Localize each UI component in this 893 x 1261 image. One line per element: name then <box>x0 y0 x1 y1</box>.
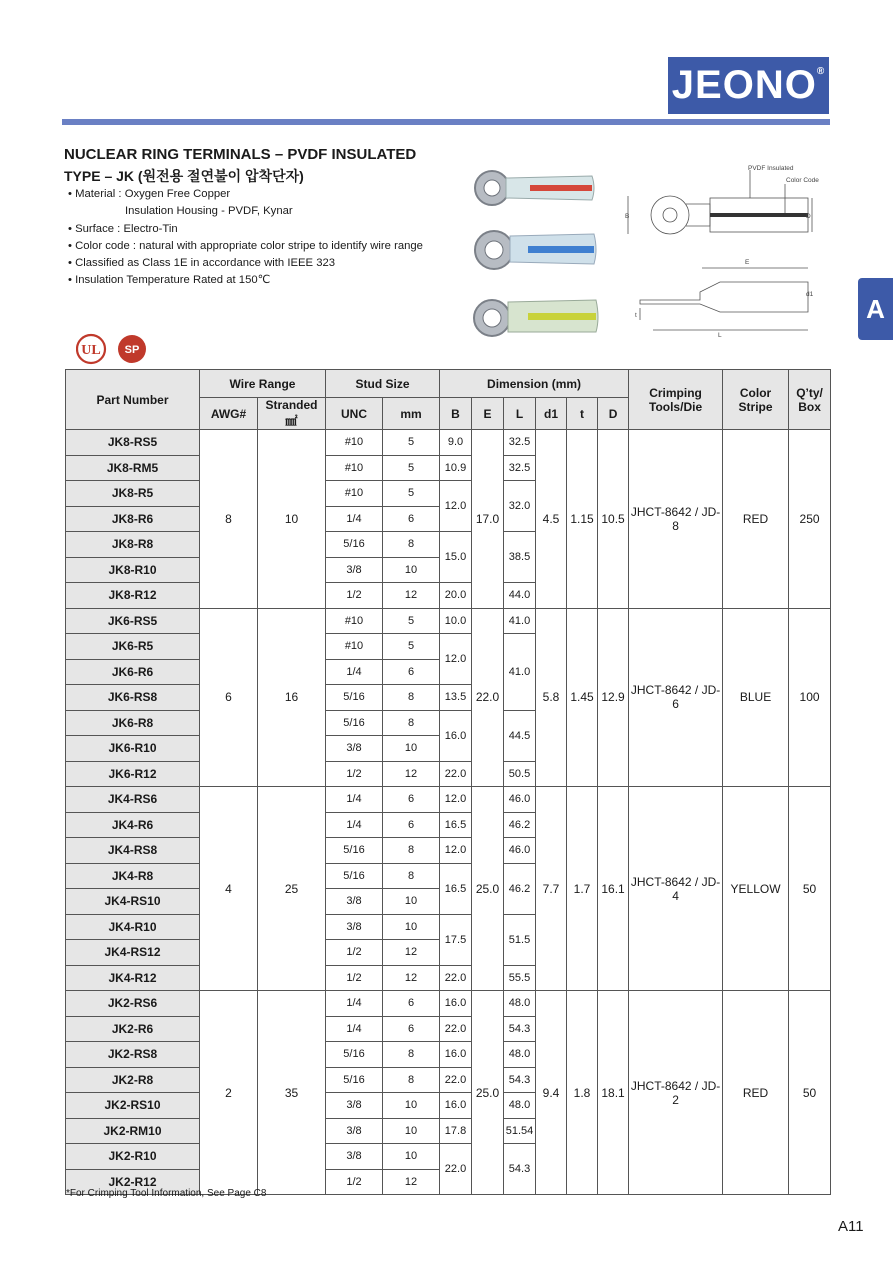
mm-cell: 8 <box>383 1067 440 1093</box>
qty-cell: 100 <box>789 608 831 787</box>
dim-b-cell: 12.0 <box>440 838 472 864</box>
unc-cell: 3/8 <box>326 914 383 940</box>
part-number-cell: JK2-R8 <box>66 1067 200 1093</box>
dim-l-cell: 46.0 <box>504 838 536 864</box>
part-number-cell: JK8-RS5 <box>66 430 200 456</box>
part-number-cell: JK4-R10 <box>66 914 200 940</box>
label-pvdf: PVDF Insulated <box>748 165 794 172</box>
page-title: NUCLEAR RING TERMINALS – PVDF INSULATED <box>64 146 417 163</box>
header-qty-box: Q’ty/ Box <box>789 370 831 430</box>
mm-cell: 10 <box>383 1118 440 1144</box>
dim-l-cell: 48.0 <box>504 1042 536 1068</box>
dim-l-cell: 51.5 <box>504 914 536 965</box>
part-number-cell: JK2-RS8 <box>66 1042 200 1068</box>
color-stripe-cell: BLUE <box>723 608 789 787</box>
part-number-cell: JK6-RS8 <box>66 685 200 711</box>
unc-cell: 5/16 <box>326 685 383 711</box>
mm-cell: 10 <box>383 1093 440 1119</box>
unc-cell: #10 <box>326 430 383 456</box>
part-number-cell: JK2-RS10 <box>66 1093 200 1119</box>
page-subtitle: TYPE – JK (원전용 절연불이 압착단자) <box>64 168 304 184</box>
crimping-tool-cell: JHCT-8642 / JD-4 <box>629 787 723 991</box>
color-stripe-cell: RED <box>723 430 789 609</box>
terminal-photos <box>470 160 610 350</box>
dim-l-cell: 48.0 <box>504 1093 536 1119</box>
unc-cell: 1/4 <box>326 659 383 685</box>
terminal-red <box>475 171 594 205</box>
spec-item: • Insulation Temperature Rated at 150℃ <box>68 274 271 287</box>
qty-cell: 50 <box>789 991 831 1195</box>
ul-mark-text: UL <box>81 343 101 358</box>
label-l: L <box>718 332 722 339</box>
mm-cell: 5 <box>383 455 440 481</box>
color-stripe-cell: YELLOW <box>723 787 789 991</box>
spec-item: • Color code : natural with appropriate color stripe to identify wire range <box>68 239 423 252</box>
unc-cell: 1/2 <box>326 583 383 609</box>
spec-item: • Classified as Class 1E in accordance with IEEE 323 <box>68 257 336 270</box>
unc-cell: 1/2 <box>326 761 383 787</box>
qty-cell: 50 <box>789 787 831 991</box>
dim-b-cell: 17.8 <box>440 1118 472 1144</box>
mm-cell: 10 <box>383 914 440 940</box>
header-color-stripe: Color Stripe <box>723 370 789 430</box>
dim-d-cell: 10.5 <box>598 430 629 609</box>
dim-l-cell: 44.0 <box>504 583 536 609</box>
mm-cell: 10 <box>383 557 440 583</box>
part-number-cell: JK8-R5 <box>66 481 200 507</box>
header-unc: UNC <box>326 398 383 430</box>
mm-cell: 12 <box>383 1169 440 1195</box>
unc-cell: 5/16 <box>326 532 383 558</box>
part-number-cell: JK6-R10 <box>66 736 200 762</box>
mm-cell: 6 <box>383 991 440 1017</box>
dim-b-cell: 20.0 <box>440 583 472 609</box>
label-e: E <box>745 259 750 266</box>
dim-b-cell: 16.5 <box>440 812 472 838</box>
mm-cell: 5 <box>383 608 440 634</box>
dim-b-cell: 15.0 <box>440 532 472 583</box>
header-crimping: Crimping Tools/Die <box>629 370 723 430</box>
color-stripe-cell: RED <box>723 991 789 1195</box>
mm-cell: 5 <box>383 481 440 507</box>
dim-d-cell: 12.9 <box>598 608 629 787</box>
dim-t-cell: 1.15 <box>567 430 598 609</box>
certification-marks <box>76 332 156 366</box>
unc-cell: 1/4 <box>326 812 383 838</box>
header-awg: AWG# <box>200 398 258 430</box>
label-t: t <box>635 312 637 319</box>
unc-cell: 3/8 <box>326 557 383 583</box>
mm-cell: 10 <box>383 889 440 915</box>
unc-cell: 5/16 <box>326 838 383 864</box>
dim-l-cell: 51.54 <box>504 1118 536 1144</box>
dim-b-cell: 13.5 <box>440 685 472 711</box>
part-number-cell: JK4-RS8 <box>66 838 200 864</box>
part-number-cell: JK4-R12 <box>66 965 200 991</box>
crimping-tool-cell: JHCT-8642 / JD-2 <box>629 991 723 1195</box>
unc-cell: #10 <box>326 608 383 634</box>
mm-cell: 8 <box>383 1042 440 1068</box>
part-number-cell: JK2-RM10 <box>66 1118 200 1144</box>
part-number-cell: JK2-RS6 <box>66 991 200 1017</box>
dim-l-cell: 44.5 <box>504 710 536 761</box>
dim-b-cell: 16.0 <box>440 1093 472 1119</box>
dim-l-cell: 46.2 <box>504 812 536 838</box>
header-stud-size: Stud Size <box>326 370 440 398</box>
unc-cell: 1/4 <box>326 506 383 532</box>
part-number-cell: JK2-R10 <box>66 1144 200 1170</box>
dim-d1-cell: 5.8 <box>536 608 567 787</box>
unc-cell: #10 <box>326 481 383 507</box>
ul-mark-icon <box>77 335 105 363</box>
terminal-yellow <box>474 300 598 336</box>
page-number: A11 <box>838 1218 864 1235</box>
header-t: t <box>567 398 598 430</box>
header-l: L <box>504 398 536 430</box>
table-row <box>66 787 831 813</box>
unc-cell: 5/16 <box>326 1042 383 1068</box>
awg-cell: 6 <box>200 608 258 787</box>
mm-cell: 10 <box>383 1144 440 1170</box>
header-stranded: Stranded ㎟ <box>258 398 326 430</box>
dim-l-cell: 50.5 <box>504 761 536 787</box>
unc-cell: 1/2 <box>326 965 383 991</box>
dim-b-cell: 16.0 <box>440 710 472 761</box>
awg-cell: 8 <box>200 430 258 609</box>
header-part-number: Part Number <box>66 370 200 430</box>
dim-l-cell: 46.0 <box>504 787 536 813</box>
crimping-tool-cell: JHCT-8642 / JD-8 <box>629 430 723 609</box>
dim-b-cell: 16.0 <box>440 991 472 1017</box>
part-number-cell: JK6-R12 <box>66 761 200 787</box>
table-row <box>66 608 831 634</box>
unc-cell: 3/8 <box>326 1093 383 1119</box>
unc-cell: 1/2 <box>326 940 383 966</box>
mm-cell: 12 <box>383 940 440 966</box>
dim-b-cell: 22.0 <box>440 1144 472 1195</box>
mm-cell: 8 <box>383 532 440 558</box>
crimping-tool-cell: JHCT-8642 / JD-6 <box>629 608 723 787</box>
label-color-code: Color Code <box>786 177 819 184</box>
unc-cell: 5/16 <box>326 1067 383 1093</box>
table-row <box>66 430 831 456</box>
dim-d-cell: 16.1 <box>598 787 629 991</box>
unc-cell: 1/4 <box>326 787 383 813</box>
terminal-blue <box>475 231 596 269</box>
dim-e-cell: 17.0 <box>472 430 504 609</box>
dim-l-cell: 41.0 <box>504 608 536 634</box>
part-number-cell: JK4-RS12 <box>66 940 200 966</box>
part-number-cell: JK8-R10 <box>66 557 200 583</box>
dim-e-cell: 25.0 <box>472 787 504 991</box>
mm-cell: 8 <box>383 863 440 889</box>
label-b: B <box>625 213 630 220</box>
csa-mark-text: SP <box>124 344 140 356</box>
spec-item: Insulation Housing - PVDF, Kynar <box>125 205 293 218</box>
mm-cell: 5 <box>383 430 440 456</box>
unc-cell: 3/8 <box>326 889 383 915</box>
dim-d1-cell: 7.7 <box>536 787 567 991</box>
dim-d1-cell: 9.4 <box>536 991 567 1195</box>
mm-cell: 6 <box>383 506 440 532</box>
part-number-cell: JK8-R6 <box>66 506 200 532</box>
spec-item: • Surface : Electro-Tin <box>68 222 178 235</box>
section-tab: A <box>858 278 893 340</box>
unc-cell: #10 <box>326 634 383 660</box>
dim-t-cell: 1.7 <box>567 787 598 991</box>
header-e: E <box>472 398 504 430</box>
mm-cell: 5 <box>383 634 440 660</box>
spec-table <box>65 369 831 1195</box>
stranded-cell: 25 <box>258 787 326 991</box>
dim-b-cell: 10.9 <box>440 455 472 481</box>
dim-l-cell: 48.0 <box>504 991 536 1017</box>
header-d: D <box>598 398 629 430</box>
footnote: *For Crimping Tool Information, See Page C8 <box>66 1188 267 1199</box>
dim-l-cell: 55.5 <box>504 965 536 991</box>
part-number-cell: JK8-RM5 <box>66 455 200 481</box>
dim-l-cell: 54.3 <box>504 1016 536 1042</box>
part-number-cell: JK4-R8 <box>66 863 200 889</box>
dim-b-cell: 9.0 <box>440 430 472 456</box>
mm-cell: 8 <box>383 838 440 864</box>
unc-cell: #10 <box>326 455 383 481</box>
dim-b-cell: 16.0 <box>440 1042 472 1068</box>
unc-cell: 1/4 <box>326 1016 383 1042</box>
dim-b-cell: 22.0 <box>440 965 472 991</box>
dim-t-cell: 1.45 <box>567 608 598 787</box>
part-number-cell: JK8-R12 <box>66 583 200 609</box>
mm-cell: 6 <box>383 659 440 685</box>
brand-logo: JEONO® <box>668 57 829 114</box>
dim-e-cell: 25.0 <box>472 991 504 1195</box>
mm-cell: 8 <box>383 710 440 736</box>
mm-cell: 12 <box>383 761 440 787</box>
spec-table-body <box>66 430 831 1195</box>
header-mm: mm <box>383 398 440 430</box>
part-number-cell: JK2-R12 <box>66 1169 200 1195</box>
awg-cell: 2 <box>200 991 258 1195</box>
mm-cell: 12 <box>383 583 440 609</box>
csa-mark-icon <box>118 335 146 363</box>
unc-cell: 3/8 <box>326 1144 383 1170</box>
header-rule <box>62 119 830 125</box>
part-number-cell: JK6-R8 <box>66 710 200 736</box>
spec-list <box>68 186 423 290</box>
unc-cell: 5/16 <box>326 863 383 889</box>
dim-l-cell: 32.0 <box>504 481 536 532</box>
part-number-cell: JK8-R8 <box>66 532 200 558</box>
header-dimension: Dimension (mm) <box>440 370 629 398</box>
dim-b-cell: 12.0 <box>440 787 472 813</box>
mm-cell: 6 <box>383 1016 440 1042</box>
label-d: D <box>806 213 811 220</box>
stranded-cell: 35 <box>258 991 326 1195</box>
dim-d1-cell: 4.5 <box>536 430 567 609</box>
dim-l-cell: 54.3 <box>504 1144 536 1195</box>
unc-cell: 1/4 <box>326 991 383 1017</box>
header-d1: d1 <box>536 398 567 430</box>
dimension-drawing <box>620 160 830 340</box>
part-number-cell: JK4-RS6 <box>66 787 200 813</box>
dim-l-cell: 41.0 <box>504 634 536 711</box>
dim-b-cell: 22.0 <box>440 761 472 787</box>
dim-b-cell: 22.0 <box>440 1067 472 1093</box>
stranded-cell: 10 <box>258 430 326 609</box>
dim-b-cell: 17.5 <box>440 914 472 965</box>
dim-l-cell: 46.2 <box>504 863 536 914</box>
part-number-cell: JK6-RS5 <box>66 608 200 634</box>
dim-b-cell: 10.0 <box>440 608 472 634</box>
dim-b-cell: 22.0 <box>440 1016 472 1042</box>
dim-l-cell: 38.5 <box>504 532 536 583</box>
awg-cell: 4 <box>200 787 258 991</box>
dim-b-cell: 12.0 <box>440 634 472 685</box>
dim-d-cell: 18.1 <box>598 991 629 1195</box>
part-number-cell: JK4-R6 <box>66 812 200 838</box>
unc-cell: 3/8 <box>326 1118 383 1144</box>
dim-b-cell: 16.5 <box>440 863 472 914</box>
mm-cell: 10 <box>383 736 440 762</box>
mm-cell: 6 <box>383 812 440 838</box>
unc-cell: 1/2 <box>326 1169 383 1195</box>
dim-t-cell: 1.8 <box>567 991 598 1195</box>
qty-cell: 250 <box>789 430 831 609</box>
header-b: B <box>440 398 472 430</box>
dim-e-cell: 22.0 <box>472 608 504 787</box>
dim-l-cell: 32.5 <box>504 430 536 456</box>
dim-b-cell: 12.0 <box>440 481 472 532</box>
mm-cell: 12 <box>383 965 440 991</box>
label-d1: d1 <box>806 291 814 298</box>
dim-l-cell: 32.5 <box>504 455 536 481</box>
spec-item: • Material : Oxygen Free Copper <box>68 188 231 200</box>
table-row <box>66 991 831 1017</box>
unc-cell: 5/16 <box>326 710 383 736</box>
dim-l-cell: 54.3 <box>504 1067 536 1093</box>
mm-cell: 6 <box>383 787 440 813</box>
header-wire-range: Wire Range <box>200 370 326 398</box>
part-number-cell: JK2-R6 <box>66 1016 200 1042</box>
part-number-cell: JK6-R6 <box>66 659 200 685</box>
part-number-cell: JK6-R5 <box>66 634 200 660</box>
unc-cell: 3/8 <box>326 736 383 762</box>
stranded-cell: 16 <box>258 608 326 787</box>
mm-cell: 8 <box>383 685 440 711</box>
part-number-cell: JK4-RS10 <box>66 889 200 915</box>
